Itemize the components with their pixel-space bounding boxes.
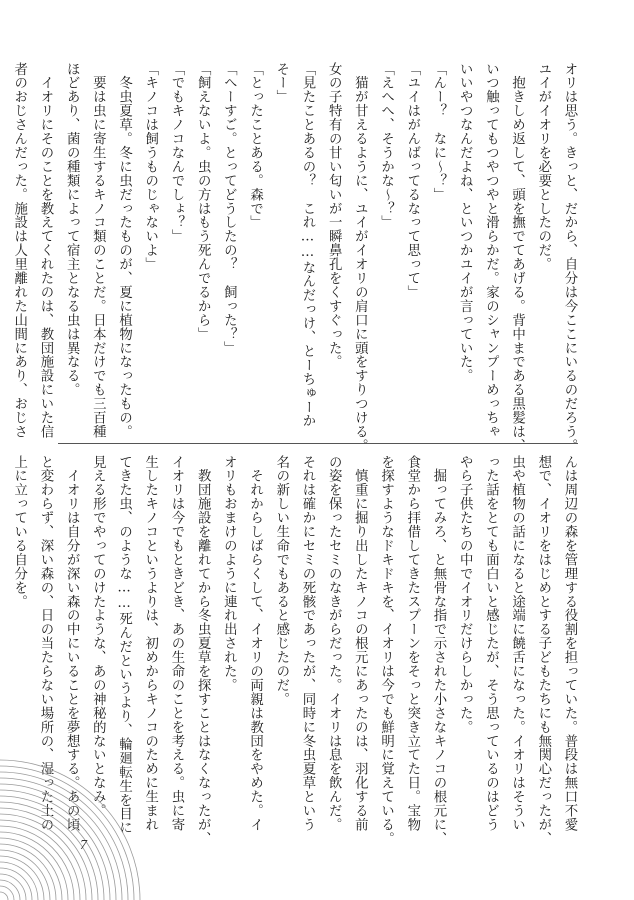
decorative-ring [0, 868, 32, 900]
text-line: ユイがイオリを必要としたのだ。 [535, 62, 551, 272]
decorative-ring [0, 796, 104, 900]
text-line: 想で、イオリをはじめとする子どもたちにも無関心だったが、 [535, 455, 551, 846]
text-line: オリは思う。きっと、だから、自分は今ここにいるのだろう。 [562, 62, 577, 453]
text-line: んは周辺の森を管理する役割を担っていた。普段は無口不愛 [562, 455, 577, 832]
text-line: 「飼えないよ。虫の方はもう死んでるから」 [195, 62, 211, 341]
text-line: の姿を保ったセミのなきがらだった。イオリは息を飲んだ。 [326, 455, 342, 832]
text-line: 慎重に掘り出したキノコの根元にあったのは、羽化する前 [352, 455, 368, 832]
text-line: イオリは自分が深い森の中にいることを夢想する。あの頃 [64, 455, 80, 832]
text-line: オリもおまけのように連れ出された。 [221, 455, 237, 693]
decorative-ring [0, 790, 110, 900]
decorative-ring [0, 826, 74, 900]
text-line: ほどあり、菌の種類によって宿主となる虫は異なる。 [64, 62, 80, 397]
text-line: 女の子特有の甘い匂いが一瞬鼻孔をくすぐった。 [326, 62, 342, 369]
decorative-ring [0, 772, 128, 900]
text-line: を探すようなドキドキを、イオリは今でも鮮明に覚えている。 [378, 455, 394, 846]
decorative-ring [0, 820, 80, 900]
text-line: 抱きしめ返して、頭を撫でてあげる。背中まである黒髪は、 [509, 62, 525, 453]
text-line: 「とったことある。森で」 [247, 62, 263, 230]
text-line: 見える形でやってのけたような、あの神秘的ないとなみ。 [90, 455, 106, 818]
text-line: 「んー？ なに〜？」 [430, 62, 446, 202]
text-line: 「えへへ、そうかな〜？」 [378, 62, 394, 230]
decorative-ring [0, 808, 92, 900]
text-line: いいやつなんだよね、といつかユイが言っていた。 [457, 62, 473, 383]
page-number: 7 [80, 838, 87, 853]
text-line: イオリは今でもときどき、あの生命のことを考える。虫に寄 [168, 455, 184, 832]
decorative-ring [0, 784, 116, 900]
text-line: やら子供たちの中でイオリだけらしかった。 [457, 455, 473, 734]
text-line: 「でもキノコなんでしょ？」 [168, 62, 184, 244]
text-line: 「見たことあるの？ これ……なんだっけ、とーちゅーか [299, 62, 315, 428]
text-line: 掘ってみろ、と無骨な指で示された小さなキノコの根元に、 [430, 455, 446, 846]
section-divider [58, 443, 578, 444]
text-line: 教団施設を離れてから冬虫夏草を探すことはなくなったが、 [195, 455, 211, 846]
text-line: そー」 [273, 62, 289, 104]
text-line: いつ触ってもつやつやと滑らかだ。家のシャンプーめっちゃ [483, 62, 499, 439]
text-line: てきた虫、のような……死んだというより、輪廻転生を目に [116, 455, 132, 835]
text-line: 名の新しい生命でもあると感じたのだ。 [273, 455, 289, 707]
decorative-ring [0, 874, 26, 900]
text-line: 生したキノコというよりは、初めからキノコのために生まれ [142, 455, 158, 832]
text-line: った話をとても面白いと感じたが、そう思っているのはどう [483, 455, 499, 832]
text-line: 者のおじさんだった。施設は人里離れた山間にあり、おじさ [11, 62, 27, 439]
text-line: 「ユイはがんばってるなって思って」 [404, 62, 420, 300]
concentric-rings-decoration [0, 750, 150, 900]
text-block-top [11, 62, 582, 453]
decorative-ring [0, 886, 14, 900]
text-line: 「へーすご。とってどうしたの？ 飼った？」 [221, 62, 237, 355]
text-line: 「キノコは飼うものじゃないよ」 [142, 62, 158, 272]
text-line: イオリにそのことを教えてくれたのは、教団施設にいた信 [37, 62, 53, 439]
text-line: 虫や植物の話になると途端に饒舌になった。イオリはそうい [509, 455, 525, 832]
text-line: 猫が甘えるように、ユイがイオリの肩口に頭をすりつける。 [352, 62, 368, 453]
decorative-ring [0, 760, 140, 900]
decorative-ring [0, 832, 68, 900]
text-line: それからしばらくして、イオリの両親は教団をやめた。イ [247, 455, 263, 832]
decorative-ring [0, 892, 8, 900]
text-line: 食堂から拝借してきたスプーンをそっと突き立てた日。宝物 [404, 455, 420, 832]
text-line: 上に立っている自分を。 [11, 455, 27, 609]
text-line: それは確かにセミの死骸であったが、同時に冬虫夏草という [299, 455, 315, 832]
text-line: 冬虫夏草。冬に虫だったものが、夏に植物になったもの。 [116, 62, 132, 439]
text-line: と変わらず、深い森の、日の当たらない場所の、湿った土の [37, 455, 53, 832]
decorative-ring [0, 844, 56, 900]
text-line: 要は虫に寄生するキノコ類のことだ。日本だけでも三百種 [90, 62, 106, 439]
